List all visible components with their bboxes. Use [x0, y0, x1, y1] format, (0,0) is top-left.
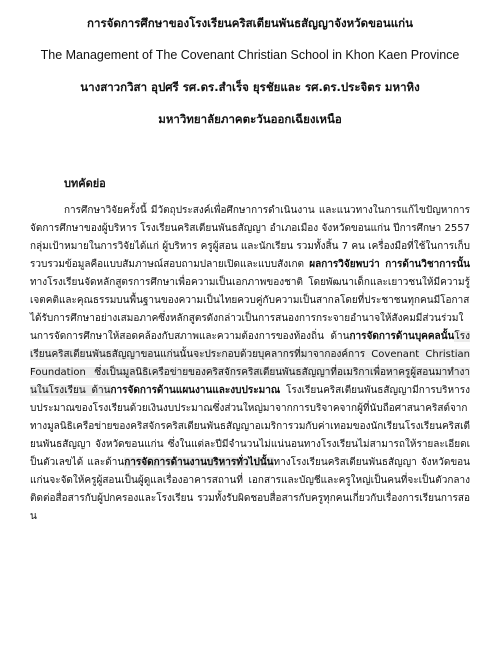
- abstract-text-4: โรงเรียนคริสเตียนพันธสัญญามีการบริหารงบประมาณของโรงเรียนด้วยเงินงบประมาณซึ่งส่วนใหญ่มาจากการบริจาคจากผู้ที่นับถือศาสนาคริสต์จากทางมูลนิธิเครือข่ายของคริสจักรคริสเตียนพันธสัญญาอเมริการวมกับค่าเทอมของนักเรียนโรงเรียนคริสเตียนพันธสัญญา จังหวัดขอนแก่น ซึ่งในแต่ละปีมีจำนวนไม่แน่นอนทางโรงเรียนไม่สามารถให้รายละเอียดเป็นตัวเลขได้ และด้าน: [30, 385, 471, 468]
- abstract-finding-personnel: การจัดการด้านบุคคลนั้น: [349, 331, 455, 342]
- abstract-finding-budget: การจัดการด้านแผนงานและงบประมาณ: [110, 385, 281, 396]
- paper-title-english: The Management of The Covenant Christian School in Khon Kaen Province: [40, 48, 460, 62]
- abstract-finding-general-admin: การจัดการด้านงานบริหารทั่วไปนั้น: [124, 457, 274, 468]
- paper-affiliation: มหาวิทยาลัยภาคตะวันออกเฉียงเหนือ: [158, 112, 342, 126]
- abstract-body: [30, 202, 470, 526]
- abstract-text-1: การศึกษาวิจัยครั้งนี้ มีวัตถุประสงค์เพื่อศึกษาการดำเนินงาน และแนวทางในการแก้ไขปัญหาการจัดการศึกษาของผู้บริหาร โรงเรียนคริสเตียนพันธสัญญา อำเภอเมือง จังหวัดขอนแก่น ปีการศึกษา 2557 กลุ่มเป้าหมายในการวิจัยได้แก่ ผู้บริหาร ครูผู้สอน และนักเรียน รวมทั้งสิ้น 7 คน เครื่องมือที่ใช้ในการเก็บรวบรวมข้อมูลคือแบบสัมภาษณ์สอบถามปลายเปิดและแบบสังเกต: [30, 205, 470, 270]
- abstract-finding-academic: ผลการวิจัยพบว่า การด้านวิชาการนั้น: [309, 259, 470, 270]
- abstract-heading: บทคัดย่อ: [64, 177, 106, 190]
- abstract-text-2: ทางโรงเรียนจัดหลักสูตรการศึกษาเพื่อความเป็นเอกภาพของชาติ โดยพัฒนาเด็กและเยาวชนให้มีความรู้ เจตคติและคุณธรรมบนพื้นฐานของความเป็นไทยควบคู่กับความเป็นสากลโดยที่ประชาชนทุกคนมีโอกาสได้รับการศึกษาอย่างเสมอภาคซึ่งหลักสูตรดังกล่าวเป็นการสนองการกระจายอำนาจให้สังคมมีส่วนร่วมในการจัดการศึกษาให้สอดคล้องกับสภาพและความต้องการของท้องถิ่น ด้าน: [30, 277, 470, 342]
- paper-authors: นางสาวกวิสา อุปศรี รศ.ดร.สำเร็จ ยุรชัยและ รศ.ดร.ประจิตร มหาหิง: [80, 80, 420, 94]
- paper-title-thai: การจัดการศึกษาของโรงเรียนคริสเตียนพันธสัญญาจังหวัดขอนแก่น: [87, 16, 413, 30]
- abstract-text-3: โรงเรียนคริสเตียนพันธสัญญาขอนแก่นนั้นจะประกอบด้วยบุคลากรที่มาจากองค์การ Covenant Christian Foundation ซึ่งเป็นมูลนิธิเครือข่ายของคริสจักรคริสเตียนพันธสัญญาที่อเมริกาเพื่อหาครูผู้สอนมาทำงานในโรงเรียน ด้าน: [30, 331, 470, 396]
- abstract-text-5: ทางโรงเรียนคริสเตียนพันธสัญญา จังหวัดขอนแก่นจะจัดให้ครูผู้สอนเป็นผู้ดูแลเรื่องอาคารสถานที่ เอกสารและบัญชีและครูใหญ่เป็นคนที่จะเป็นตัวกลางติดต่อสื่อสารกับผู้ปกครองและโรงเรียน รวมทั้งรับผิดชอบสื่อสารกับครูทุกคนเกี่ยวกับเรื่องการเรียนการสอน: [30, 457, 470, 522]
